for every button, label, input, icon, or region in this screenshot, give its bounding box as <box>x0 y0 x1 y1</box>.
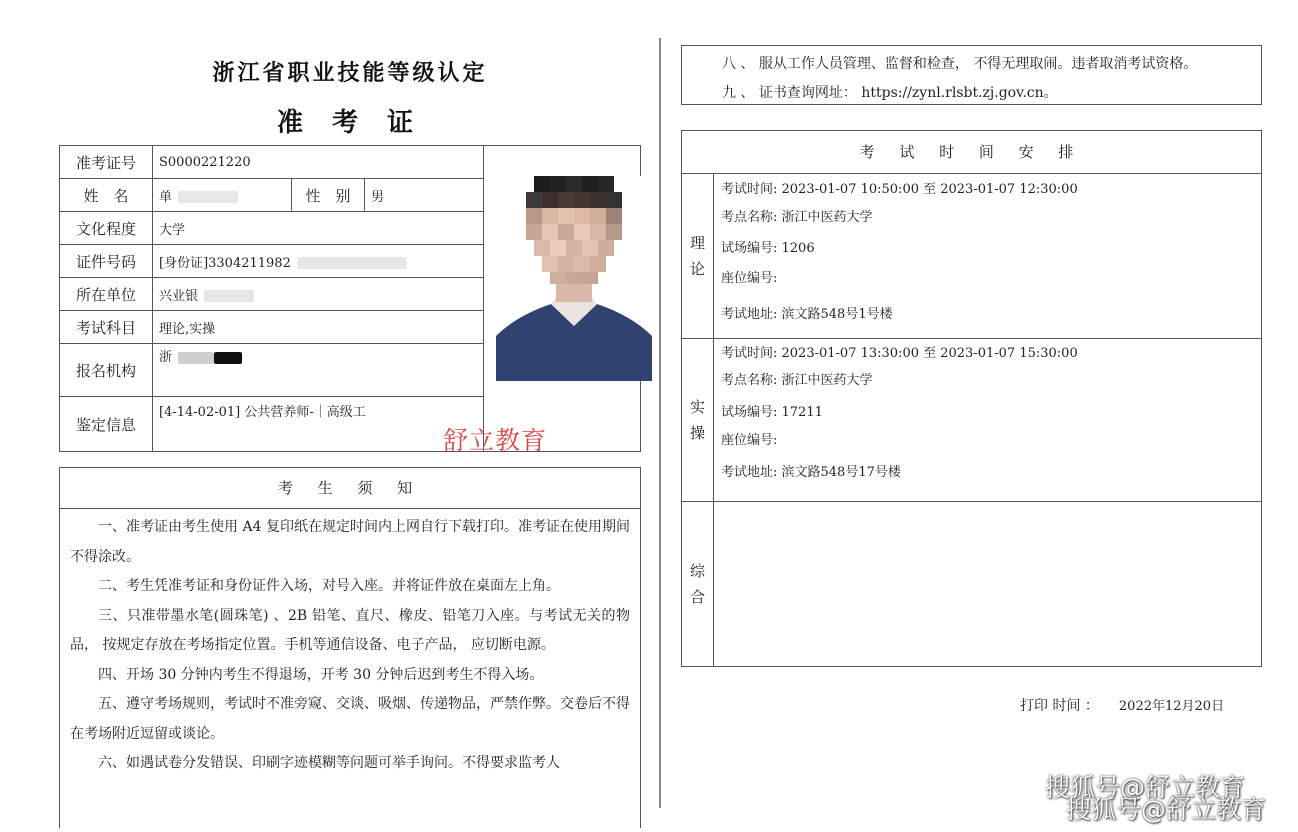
print-time-label: 打印 时间 ： <box>1020 698 1099 714</box>
practical-label: 实操 <box>682 339 714 501</box>
theory-label: 理论 <box>682 174 714 338</box>
theory-time: 考试时间: 2023-01-07 10:50:00 至 2023-01-07 12:30:00 <box>721 182 1078 197</box>
notice-item: 六、如遇试卷分发错误、印刷字迹模糊等问题可举手询问。不得要求监考人 <box>98 755 560 771</box>
notice-item: 二、考生凭准考证和身份证件入场，对号入座。并将证件放在桌面左上角。 <box>98 578 560 594</box>
candidate-info-table <box>59 145 641 452</box>
ticket-number-value: S0000221220 <box>153 146 484 179</box>
comprehensive-label: 综合 <box>682 502 714 666</box>
notice-item: 五、遵守考场规则，考试时不准旁窥、交谈、吸烟、传递物品，严禁作弊。交卷后不得在考场附近逗留或谈论。 <box>70 696 630 742</box>
watermark: 搜狐号@舒立教育 <box>1066 795 1267 824</box>
notice-body <box>60 509 640 783</box>
notice-title: 考 生 须 知 <box>60 468 640 509</box>
notice-item: 四、开场 30 分钟内考生不得退场，开考 30 分钟后迟到考生不得入场。 <box>98 666 544 683</box>
exam-schedule <box>681 130 1262 667</box>
id-number-value: [身份证]3304211982 <box>153 245 484 278</box>
page-divider <box>659 38 661 808</box>
education-label: 文化程度 <box>60 212 153 245</box>
document-subtitle: 准 考 证 <box>276 108 424 138</box>
practical-section <box>682 339 1261 502</box>
schedule-title: 考 试 时 间 安 排 <box>682 131 1261 174</box>
name-value: 单 <box>153 179 292 212</box>
employer-value: 兴业银 <box>153 278 484 311</box>
notice-item: 三、只准带墨水笔(圆珠笔) 、2B 铅笔、直尺、橡皮、铅笔刀入座。与考试无关的物品， 按规定存放在考场指定位置。手机等通信设备、电子产品， 应切断电源。 <box>70 607 630 653</box>
education-value: 大学 <box>153 212 484 245</box>
rules-box <box>681 45 1262 105</box>
theory-seat: 座位编号: <box>721 271 778 286</box>
practical-address: 考试地址: 滨文路548号17号楼 <box>721 465 901 480</box>
print-time <box>1020 695 1224 715</box>
theory-room: 试场编号: 1206 <box>721 241 815 256</box>
comprehensive-section <box>682 502 1261 666</box>
employer-label: 所在单位 <box>60 278 153 311</box>
notice-item: 一、准考证由考生使用 A4 复印纸在规定时间内上网自行下载打印。准考证在使用期间不得涂改。 <box>70 519 630 565</box>
ticket-number-label: 准考证号 <box>60 146 153 179</box>
practical-venue: 考点名称: 浙江中医药大学 <box>721 373 873 388</box>
theory-section <box>682 174 1261 339</box>
document-title: 浙江省职业技能等级认定 <box>212 61 488 86</box>
watermark: 搜狐号@舒立教育 <box>1045 773 1246 802</box>
subjects-label: 考试科目 <box>60 311 153 344</box>
agency-label: 报名机构 <box>60 344 153 397</box>
gender-value: 男 <box>365 179 484 212</box>
stamp-text: 舒立教育 <box>443 426 548 455</box>
practical-room: 试场编号: 17211 <box>721 405 823 420</box>
agency-value: 浙 <box>153 344 484 397</box>
subjects-value: 理论,实操 <box>153 311 484 344</box>
print-date: 2022年12月20日 <box>1118 699 1225 714</box>
rule-item-9: 九 、 证书查询网址： https://zynl.rlsbt.zj.gov.cn。 <box>722 85 1058 101</box>
gender-label: 性 别 <box>292 179 365 212</box>
theory-address: 考试地址: 滨文路548号1号楼 <box>721 307 893 322</box>
name-label: 姓 名 <box>60 179 153 212</box>
appraisal-label: 鉴定信息 <box>60 397 153 452</box>
candidate-photo <box>496 176 652 381</box>
practical-time: 考试时间: 2023-01-07 13:30:00 至 2023-01-07 15:30:00 <box>721 346 1078 361</box>
candidate-notice <box>59 467 641 828</box>
photo-cell <box>484 146 641 452</box>
practical-seat: 座位编号: <box>721 433 778 448</box>
appraisal-value: [4-14-02-01] 公共营养师-｜高级工 <box>153 397 641 452</box>
id-number-label: 证件号码 <box>60 245 153 278</box>
theory-venue: 考点名称: 浙江中医药大学 <box>721 210 873 225</box>
portrait-image <box>496 176 652 381</box>
rule-item-8: 八 、 服从工作人员管理、监督和检查， 不得无理取闹。违者取消考试资格。 <box>722 56 1198 72</box>
